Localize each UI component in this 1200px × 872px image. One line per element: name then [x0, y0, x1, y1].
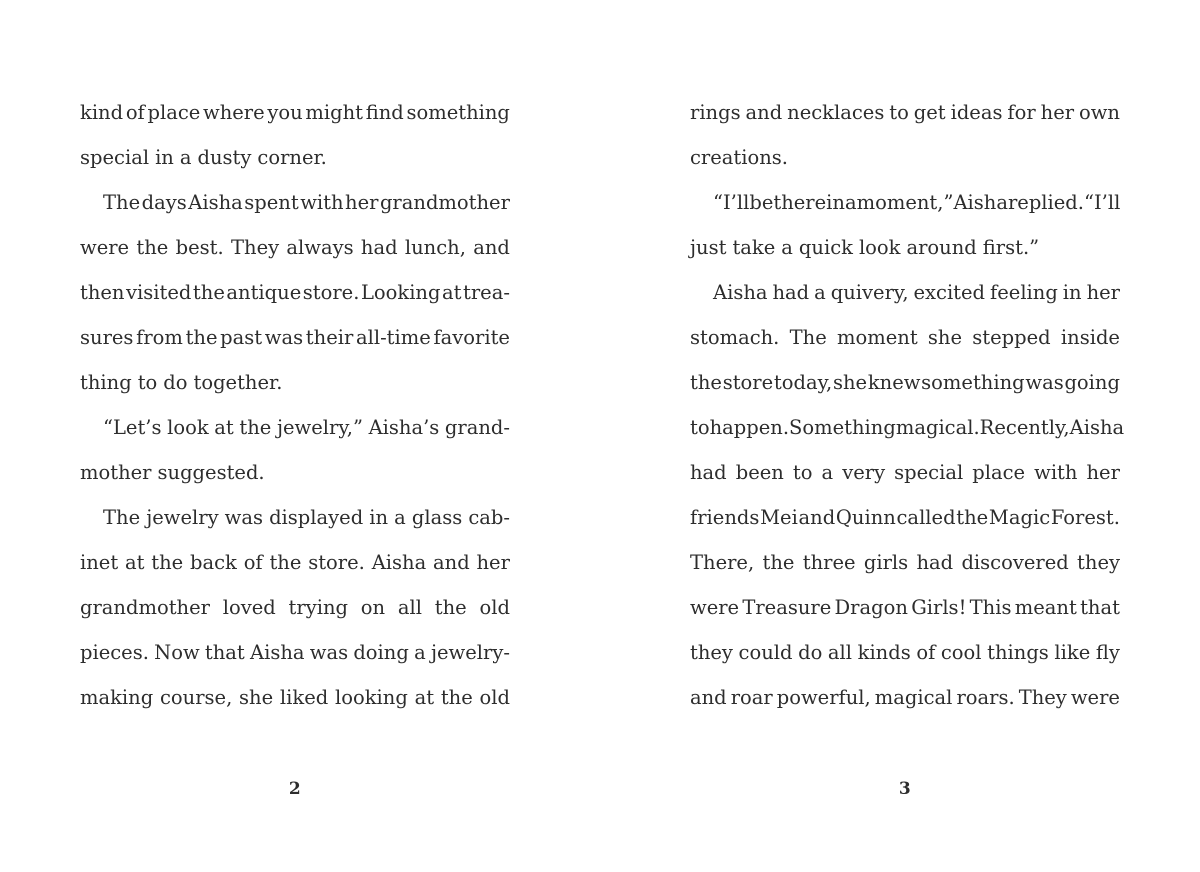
word: three — [802, 551, 856, 574]
text-line — [690, 495, 1120, 540]
word: suggested. — [157, 461, 265, 484]
word: kind — [80, 101, 124, 124]
word: quick — [798, 236, 853, 259]
word: corner. — [257, 146, 327, 169]
word: discovered — [961, 551, 1069, 574]
word: had — [360, 236, 398, 259]
word: special — [80, 146, 150, 169]
word: all-time — [355, 326, 431, 349]
word: find — [365, 101, 404, 124]
word: get — [913, 101, 946, 124]
text-line — [80, 270, 510, 315]
word: store. — [302, 281, 360, 304]
text-line — [80, 315, 510, 360]
word: “Let’s — [103, 416, 162, 439]
word: old — [479, 686, 510, 709]
word: cool — [940, 641, 982, 664]
word: Magic — [988, 506, 1051, 529]
word: in — [1062, 281, 1082, 304]
word: There, — [690, 551, 755, 574]
word: Girls! — [911, 596, 967, 619]
text-line — [690, 630, 1120, 675]
word: kinds — [857, 641, 911, 664]
word: from — [136, 326, 183, 349]
word: might — [305, 101, 363, 124]
text-line — [690, 450, 1120, 495]
word: trea- — [463, 281, 510, 304]
word: that — [204, 641, 245, 664]
word: doing — [353, 641, 409, 664]
word: had — [916, 551, 954, 574]
word: Aisha — [371, 551, 427, 574]
word: all — [397, 596, 422, 619]
word: a — [844, 191, 857, 214]
word: a — [179, 146, 192, 169]
word: fly — [1095, 641, 1120, 664]
word: and — [745, 101, 783, 124]
word: Aisha — [1069, 416, 1125, 439]
word: Aisha — [188, 191, 243, 214]
page-number-left: 2 — [288, 779, 302, 799]
word: been — [735, 461, 784, 484]
word: Quinn — [835, 506, 896, 529]
word: displayed — [269, 506, 364, 529]
word: looking — [335, 686, 408, 709]
text-line — [80, 225, 510, 270]
word: grandmother — [80, 596, 210, 619]
word: “I’ll — [713, 191, 750, 214]
word: at — [414, 686, 435, 709]
text-line — [690, 585, 1120, 630]
word: be — [749, 191, 774, 214]
word: things — [987, 641, 1049, 664]
word: to — [889, 101, 909, 124]
word: the — [956, 506, 989, 529]
word: mother — [80, 461, 152, 484]
word: Forest. — [1050, 506, 1120, 529]
word: magical — [874, 686, 953, 709]
word: Something — [789, 416, 896, 439]
word: going — [1064, 371, 1120, 394]
word: had — [690, 461, 727, 484]
word: moment — [837, 326, 918, 349]
word: They — [231, 236, 280, 259]
word: friends — [690, 506, 760, 529]
word: first.” — [982, 236, 1040, 259]
word: visited — [126, 281, 192, 304]
word: with — [1034, 461, 1078, 484]
word: of — [125, 101, 145, 124]
word: thing — [80, 371, 132, 394]
word: of — [243, 551, 263, 574]
word: Aisha’s — [368, 416, 440, 439]
word: Aisha — [250, 641, 305, 664]
word: were — [80, 236, 130, 259]
text-line — [80, 405, 510, 450]
word: stepped — [972, 326, 1051, 349]
word: a — [821, 461, 834, 484]
word: could — [738, 641, 793, 664]
word: around — [906, 236, 977, 259]
word: something — [921, 371, 1025, 394]
word: the — [440, 686, 473, 709]
word: days — [141, 191, 187, 214]
text-line — [690, 405, 1125, 450]
word: place — [972, 461, 1026, 484]
text-line — [80, 585, 510, 630]
text-line — [80, 90, 510, 135]
word: a — [781, 236, 793, 259]
word: with — [300, 191, 344, 214]
word: to — [137, 371, 158, 394]
word: powerful, — [776, 686, 871, 709]
word: meant — [1014, 596, 1077, 619]
word: the — [185, 326, 218, 349]
text-line — [80, 630, 510, 675]
word: Mei — [760, 506, 798, 529]
word: stomach. — [690, 326, 780, 349]
word: liked — [279, 686, 329, 709]
word: the — [136, 236, 169, 259]
word: were — [690, 596, 740, 619]
word: and — [473, 236, 510, 259]
word: look — [167, 416, 209, 439]
word: her — [476, 551, 510, 574]
word: inside — [1060, 326, 1120, 349]
word: was — [264, 326, 304, 349]
word: grandmother — [379, 191, 510, 214]
word: past — [220, 326, 263, 349]
word: look — [858, 236, 901, 259]
word: happen. — [709, 416, 790, 439]
word: at — [442, 281, 462, 304]
word: making — [80, 686, 154, 709]
word: place — [147, 101, 201, 124]
text-line — [690, 540, 1120, 585]
word: trying — [288, 596, 348, 619]
word: always — [286, 236, 354, 259]
word: her — [1040, 101, 1075, 124]
word: just — [690, 236, 727, 259]
word: do — [163, 371, 188, 394]
word: Treasure — [742, 596, 832, 619]
word: to — [792, 461, 813, 484]
text-line — [80, 540, 510, 585]
word: they — [690, 641, 733, 664]
word: their — [305, 326, 354, 349]
word: at — [214, 416, 234, 439]
word: “I’ll — [1084, 191, 1121, 214]
word: was — [224, 506, 263, 529]
word: like — [1054, 641, 1091, 664]
word: of — [916, 641, 936, 664]
word: lunch, — [404, 236, 466, 259]
word: inet — [80, 551, 119, 574]
word: excited — [913, 281, 986, 304]
word: together. — [193, 371, 283, 394]
word: grand- — [444, 416, 510, 439]
word: you — [267, 101, 303, 124]
book-page-right-text-column — [690, 90, 1125, 720]
word: that — [1080, 596, 1120, 619]
word: creations. — [690, 146, 788, 169]
word: today, — [773, 371, 833, 394]
word: course, — [159, 686, 233, 709]
word: old — [479, 596, 510, 619]
word: jewelry,” — [276, 416, 363, 439]
text-line — [690, 225, 1120, 270]
word: something — [406, 101, 510, 124]
word: the — [762, 551, 795, 574]
text-line — [690, 675, 1120, 720]
text-line — [690, 315, 1120, 360]
word: was — [1025, 371, 1064, 394]
word: girls — [863, 551, 909, 574]
word: the — [239, 416, 272, 439]
word: cab- — [468, 506, 510, 529]
word: a — [414, 641, 426, 664]
word: for — [1007, 101, 1036, 124]
word: knew — [867, 371, 921, 394]
word: take — [732, 236, 776, 259]
book-page-left-text-column — [80, 90, 510, 720]
word: Dragon — [834, 596, 908, 619]
word: Looking — [360, 281, 441, 304]
word: and — [433, 551, 470, 574]
word: the — [434, 596, 467, 619]
word: all — [827, 641, 853, 664]
word: necklaces — [787, 101, 885, 124]
text-line — [690, 90, 1120, 135]
word: in — [155, 146, 174, 169]
word: called — [896, 506, 956, 529]
word: The — [103, 191, 141, 214]
word: sures — [80, 326, 134, 349]
text-line — [80, 450, 510, 495]
word: do — [798, 641, 823, 664]
word: Aisha — [953, 191, 1008, 214]
word: where — [203, 101, 265, 124]
word: was — [309, 641, 349, 664]
word: special — [894, 461, 964, 484]
word: jewelry- — [430, 641, 510, 664]
word: she — [927, 326, 963, 349]
word: to — [690, 416, 710, 439]
text-line — [80, 180, 510, 225]
word: roars. — [956, 686, 1015, 709]
word: were — [1070, 686, 1120, 709]
word: Now — [154, 641, 200, 664]
word: loved — [222, 596, 276, 619]
text-line — [80, 675, 510, 720]
word: her — [1086, 281, 1120, 304]
word: The — [103, 506, 141, 529]
word: there — [773, 191, 827, 214]
word: jewelry — [146, 506, 219, 529]
word: The — [789, 326, 827, 349]
text-line — [80, 495, 510, 540]
word: own — [1079, 101, 1120, 124]
page-number-right: 3 — [898, 779, 912, 799]
word: This — [969, 596, 1012, 619]
word: spent — [244, 191, 299, 214]
text-line — [690, 180, 1120, 225]
word: best. — [175, 236, 224, 259]
word: quivery, — [830, 281, 909, 304]
word: rings — [690, 101, 741, 124]
word: they — [1077, 551, 1120, 574]
word: ideas — [950, 101, 1003, 124]
text-line — [690, 360, 1120, 405]
word: had — [772, 281, 810, 304]
word: feeling — [990, 281, 1058, 304]
word: They — [1018, 686, 1067, 709]
word: in — [369, 506, 389, 529]
word: at — [124, 551, 145, 574]
word: in — [826, 191, 845, 214]
word: and — [798, 506, 836, 529]
word: moment,” — [856, 191, 954, 214]
word: magical. — [895, 416, 980, 439]
word: antique — [226, 281, 302, 304]
word: her — [1086, 461, 1120, 484]
word: pieces. — [80, 641, 149, 664]
word: store. — [308, 551, 365, 574]
word: Recently, — [979, 416, 1070, 439]
word: her — [345, 191, 379, 214]
text-line — [80, 135, 510, 180]
word: roar — [730, 686, 773, 709]
text-line — [690, 270, 1120, 315]
word: glass — [411, 506, 463, 529]
text-line — [690, 135, 1120, 180]
word: store — [722, 371, 774, 394]
word: Aisha — [713, 281, 768, 304]
text-line — [80, 360, 510, 405]
word: back — [190, 551, 237, 574]
word: she — [239, 686, 274, 709]
word: the — [151, 551, 184, 574]
word: a — [814, 281, 826, 304]
word: dusty — [197, 146, 252, 169]
word: a — [394, 506, 406, 529]
word: the — [192, 281, 225, 304]
word: replied. — [1007, 191, 1084, 214]
word: on — [360, 596, 386, 619]
word: very — [842, 461, 886, 484]
word: she — [832, 371, 868, 394]
word: then — [80, 281, 125, 304]
word: the — [690, 371, 722, 394]
word: favorite — [433, 326, 510, 349]
word: the — [269, 551, 302, 574]
word: and — [690, 686, 727, 709]
